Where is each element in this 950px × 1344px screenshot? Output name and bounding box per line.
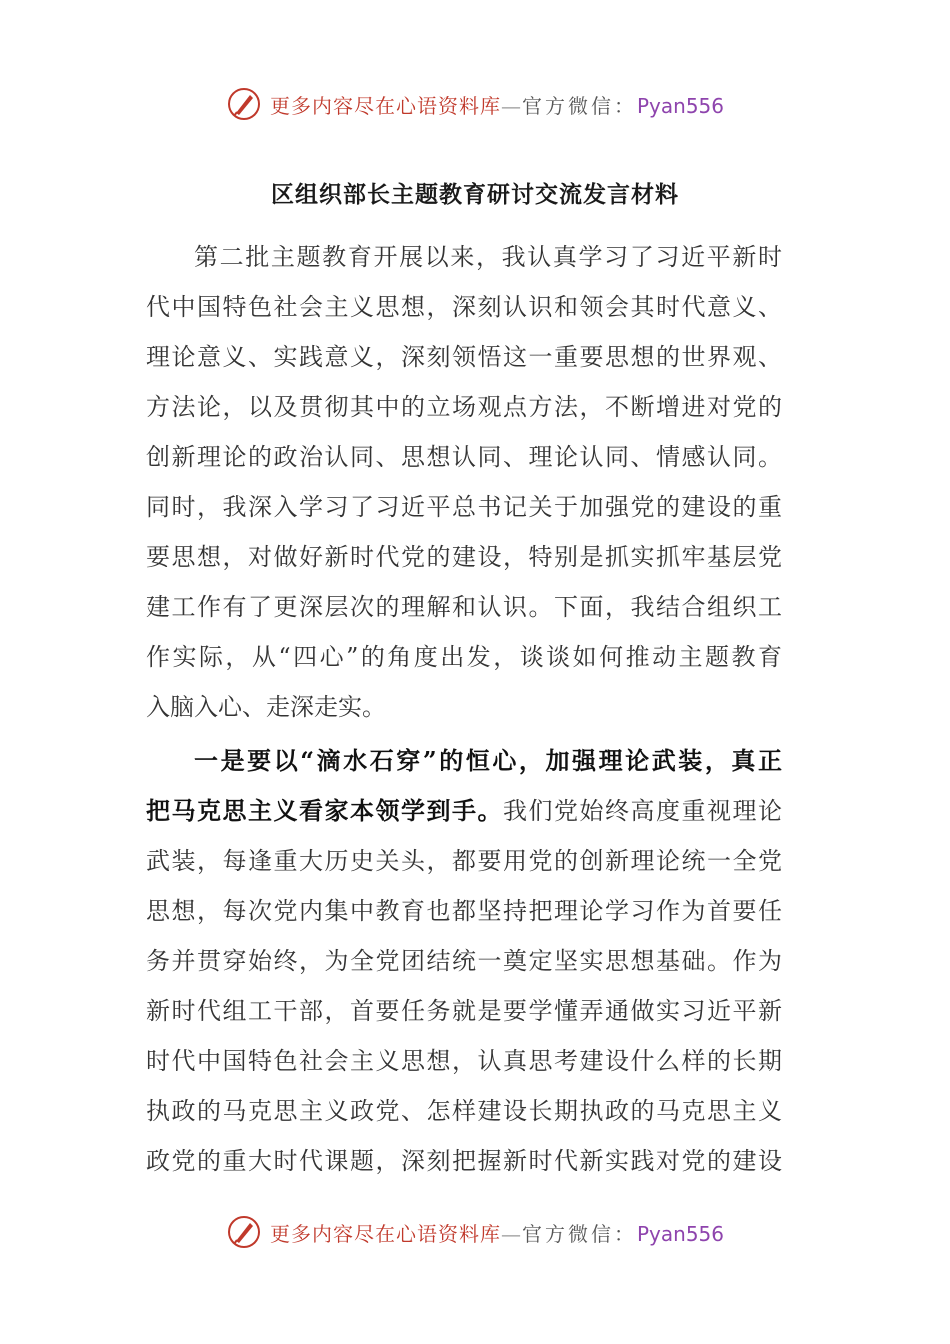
paragraph-1-line: 同时，我深入学习了习近平总书记关于加强党的建设的重 — [146, 493, 782, 521]
paragraph-2-line: 武装，每逢重大历史关头，都要用党的创新理论统一全党 — [146, 847, 782, 875]
paragraph-1-line: 作实际，从“四心”的角度出发，谈谈如何推动主题教育 — [146, 643, 782, 671]
paragraph-1-line: 方法论，以及贯彻其中的立场观点方法，不断增进对党的 — [146, 393, 782, 421]
paragraph-2-line: 思想，每次党内集中教育也都坚持把理论学习作为首要任 — [146, 897, 782, 925]
quill-logo-icon — [226, 86, 262, 122]
quill-logo-icon — [226, 1214, 262, 1250]
watermark-account: Pyan556 — [636, 93, 724, 118]
watermark-wechat-label: 官方微信： — [521, 1221, 637, 1246]
paragraph-2-line: 务并贯穿始终，为全党团结统一奠定坚实思想基础。作为 — [146, 947, 782, 975]
document-body — [146, 232, 782, 1186]
paragraph-2-heading-line: 一是要以“滴水石穿”的恒心，加强理论武装，真正 — [194, 746, 782, 775]
paragraph-2-line-rest: 我们党始终高度重视理论 — [503, 797, 782, 825]
paragraph-1-line: 第二批主题教育开展以来，我认真学习了习近平新时 — [194, 243, 782, 271]
paragraph-1-line: 入脑入心、走深走实。 — [146, 693, 386, 721]
paragraph-1-line: 要思想，对做好新时代党的建设，特别是抓实抓牢基层党 — [146, 543, 782, 571]
watermark-dash: — — [500, 93, 522, 118]
paragraph-2-line — [146, 786, 782, 836]
paragraph-1-line: 理论意义、实践意义，深刻领悟这一重要思想的世界观、 — [146, 343, 782, 371]
paragraph-1-line: 代中国特色社会主义思想，深刻认识和领会其时代意义、 — [146, 293, 782, 321]
document-title: 区组织部长主题教育研讨交流发言材料 — [271, 181, 679, 208]
watermark-banner-top — [0, 82, 950, 126]
paragraph-2-line: 时代中国特色社会主义思想，认真思考建设什么样的长期 — [146, 1047, 782, 1075]
watermark-account: Pyan556 — [636, 1221, 724, 1246]
watermark-text — [270, 90, 724, 119]
paragraph-2-line: 执政的马克思主义政党、怎样建设长期执政的马克思主义 — [146, 1097, 782, 1125]
watermark-text — [270, 1218, 724, 1247]
paragraph-1-line: 创新理论的政治认同、思想认同、理论认同、情感认同。 — [146, 443, 782, 471]
paragraph-2-line: 政党的重大时代课题，深刻把握新时代新实践对党的建设 — [146, 1147, 782, 1175]
watermark-banner-bottom — [0, 1210, 950, 1254]
watermark-dash: — — [500, 1221, 522, 1246]
paragraph-2-line: 新时代组工干部，首要任务就是要学懂弄通做实习近平新 — [146, 997, 782, 1025]
watermark-wechat-label: 官方微信： — [521, 93, 637, 118]
watermark-brand: 更多内容尽在心语资料库 — [269, 1221, 501, 1246]
watermark-brand: 更多内容尽在心语资料库 — [269, 93, 501, 118]
paragraph-1-line: 建工作有了更深层次的理解和认识。下面，我结合组织工 — [146, 593, 782, 621]
paragraph-2-heading-end: 把马克思主义看家本领学到手。 — [146, 796, 503, 825]
